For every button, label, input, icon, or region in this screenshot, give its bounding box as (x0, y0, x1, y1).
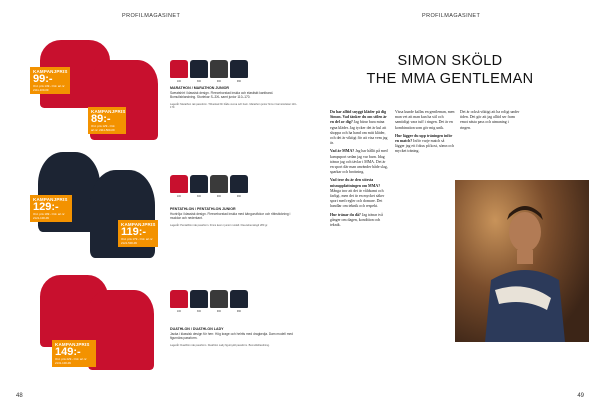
swatch-code: 900 (216, 80, 222, 83)
color-swatch (170, 290, 188, 308)
color-swatch (190, 290, 208, 308)
color-swatch (230, 175, 248, 193)
portrait-illustration (455, 180, 589, 342)
product-note: Lageråt: Pentathlon rak passform. Finns även i junior modell. Fleecebemängd 280 gr. (170, 224, 268, 227)
tag-sub: Ord. pris 229:- Ord. art.nr: 2131-100-09 (55, 357, 88, 365)
product-title: MARATHON / MARATHON JUNIOR (170, 86, 229, 90)
running-head: PROFILMAGASINET (422, 13, 481, 19)
article-headline-line1: SIMON SKÖLD (397, 53, 503, 69)
article-headline-line2: THE MMA GENTLEMAN (366, 71, 534, 87)
price-tag (88, 107, 126, 134)
article-answer: Vissa kunde kallas en gentleman, men man vet att man kan ha stil och samtidigt vara tuff i ringen. Det är en kombination som gör mig unik. (395, 110, 455, 130)
duathlon-lady-jacket-image (88, 290, 154, 370)
article-question: Vad är MMA? (330, 149, 355, 154)
article-question: Du har alltid snyggt kläder på dig Simon. Vad tänker du om stilen är en del av dig? (330, 110, 387, 125)
tag-label: KAMPANJPRIS (55, 342, 90, 347)
price-tag (52, 340, 96, 367)
page-number-left: 48 (16, 393, 23, 399)
article-column-2 (395, 110, 455, 180)
swatch-code: 300 (196, 80, 202, 83)
running-head: PROFILMAGASINET (122, 13, 181, 19)
tag-label: KAMPANJPRIS (121, 222, 156, 227)
portrait-photo (455, 180, 589, 342)
color-swatch (190, 175, 208, 193)
swatch-code: 900 (216, 195, 222, 198)
right-page (300, 0, 600, 407)
swatch-code: 990 (236, 80, 242, 83)
page-number-right: 49 (577, 393, 584, 399)
article-answer: Jag bärar bara mina egna kläder. Jag tycker det är kul att shoppa och ha hand om mitt kläder, och det är viktigt för att visa vem jag är. (330, 120, 388, 146)
product-note: Lageråt: Marathon rak passform. Tillverkad för både vuxna och barn. Marathon junior finns i barnstorlekar 110–170. (170, 103, 298, 110)
article-column-1 (330, 110, 390, 360)
swatch-code: 100 (176, 195, 182, 198)
swatch-code: 990 (236, 195, 242, 198)
product-note: Lageråt: Duathlon rak passform. Duathlon Lady figursydd passform. Bomullsblandning. (170, 344, 270, 347)
product-title: DUATHLON / DUATHLON LADY (170, 327, 224, 331)
tag-price: 99:- (33, 73, 53, 85)
color-swatch (210, 290, 228, 308)
product-description: Sweatshirt i klassisk design. Fleeceborstad insida och elastiskt kantband. Bomullsblandning. Storlekar S–3XL samt junior 110–170. (170, 91, 274, 99)
article-answer: Många tror att det är våldsamt och farligt, men det är en mycket säker sport med regler och domare. Det handlar om teknik och respekt. (330, 188, 385, 209)
article-answer: Jag tränar två gånger om dagen, kondition och teknik. (330, 212, 383, 228)
tag-price: 119:- (121, 226, 147, 238)
swatch-code: 900 (216, 310, 222, 313)
tag-sub: Ord. pris 179:- Ord. art.nr: 2121-500-09 (121, 237, 154, 245)
price-tag (30, 67, 70, 94)
color-swatch (230, 60, 248, 78)
article-question: Hur lägger du upp träningen inför en match? (395, 133, 453, 144)
swatch-code: 100 (176, 310, 182, 313)
swatch-code: 300 (196, 195, 202, 198)
tag-label: KAMPANJPRIS (33, 197, 68, 202)
swatch-code: 300 (196, 310, 202, 313)
tag-sub: Ord. pris 149:- Ord. art.nr: 2111-100-09 (33, 84, 66, 92)
tag-label: KAMPANJPRIS (33, 69, 68, 74)
article-answer: Det är också viktigt att ha roligt under tiden. Det gör att jag alltid ser fram emot nästa pass och utmaning i ringen. (460, 110, 520, 130)
article-question: Hur tränar du då? (330, 212, 361, 217)
color-swatch (230, 290, 248, 308)
tag-sub: Ord. pris 199:- Ord. art.nr: 2121-100-09 (33, 212, 66, 220)
tag-sub: Ord. pris 129:- Ord. art.nr: 2111-500-09 (91, 124, 116, 132)
tag-label: KAMPANJPRIS (91, 109, 126, 114)
color-swatch (170, 175, 188, 193)
product-title: PENTATHLON / PENTATHLON JUNIOR (170, 207, 236, 211)
article-column-3 (460, 110, 520, 180)
color-swatch (190, 60, 208, 78)
price-tag (30, 195, 72, 222)
tag-price: 129:- (33, 201, 59, 213)
article-answer: Inför varje match så lägger jag ett fokus på kost, sömn och mycket träning. (395, 139, 454, 154)
product-description: Huvtröja i klassisk design. Fleeceborstad insida med kängurufickor och ribbstickning i muddar och nederkant. (170, 212, 291, 220)
swatch-code: 100 (176, 80, 182, 83)
color-swatch (170, 60, 188, 78)
tag-price: 149:- (55, 346, 81, 358)
product-description: Jacka i klassisk design för herr. Hög krage och helrits med dragkedja. Dam modell med figurnära passform. (170, 332, 293, 340)
color-swatch (210, 60, 228, 78)
swatch-code: 990 (236, 310, 242, 313)
tag-price: 89:- (91, 113, 111, 125)
color-swatch (210, 175, 228, 193)
article-answer: Jag har hållit på med kampsport sedan jag var barn. Idag tränar jag och tävlar i MMA. Det är en sport där man använder både slag, sparkar och brottning. (330, 149, 388, 175)
article-question: Vad tror du är den största missuppfattningen om MMA? (330, 178, 381, 188)
price-tag (118, 220, 158, 247)
